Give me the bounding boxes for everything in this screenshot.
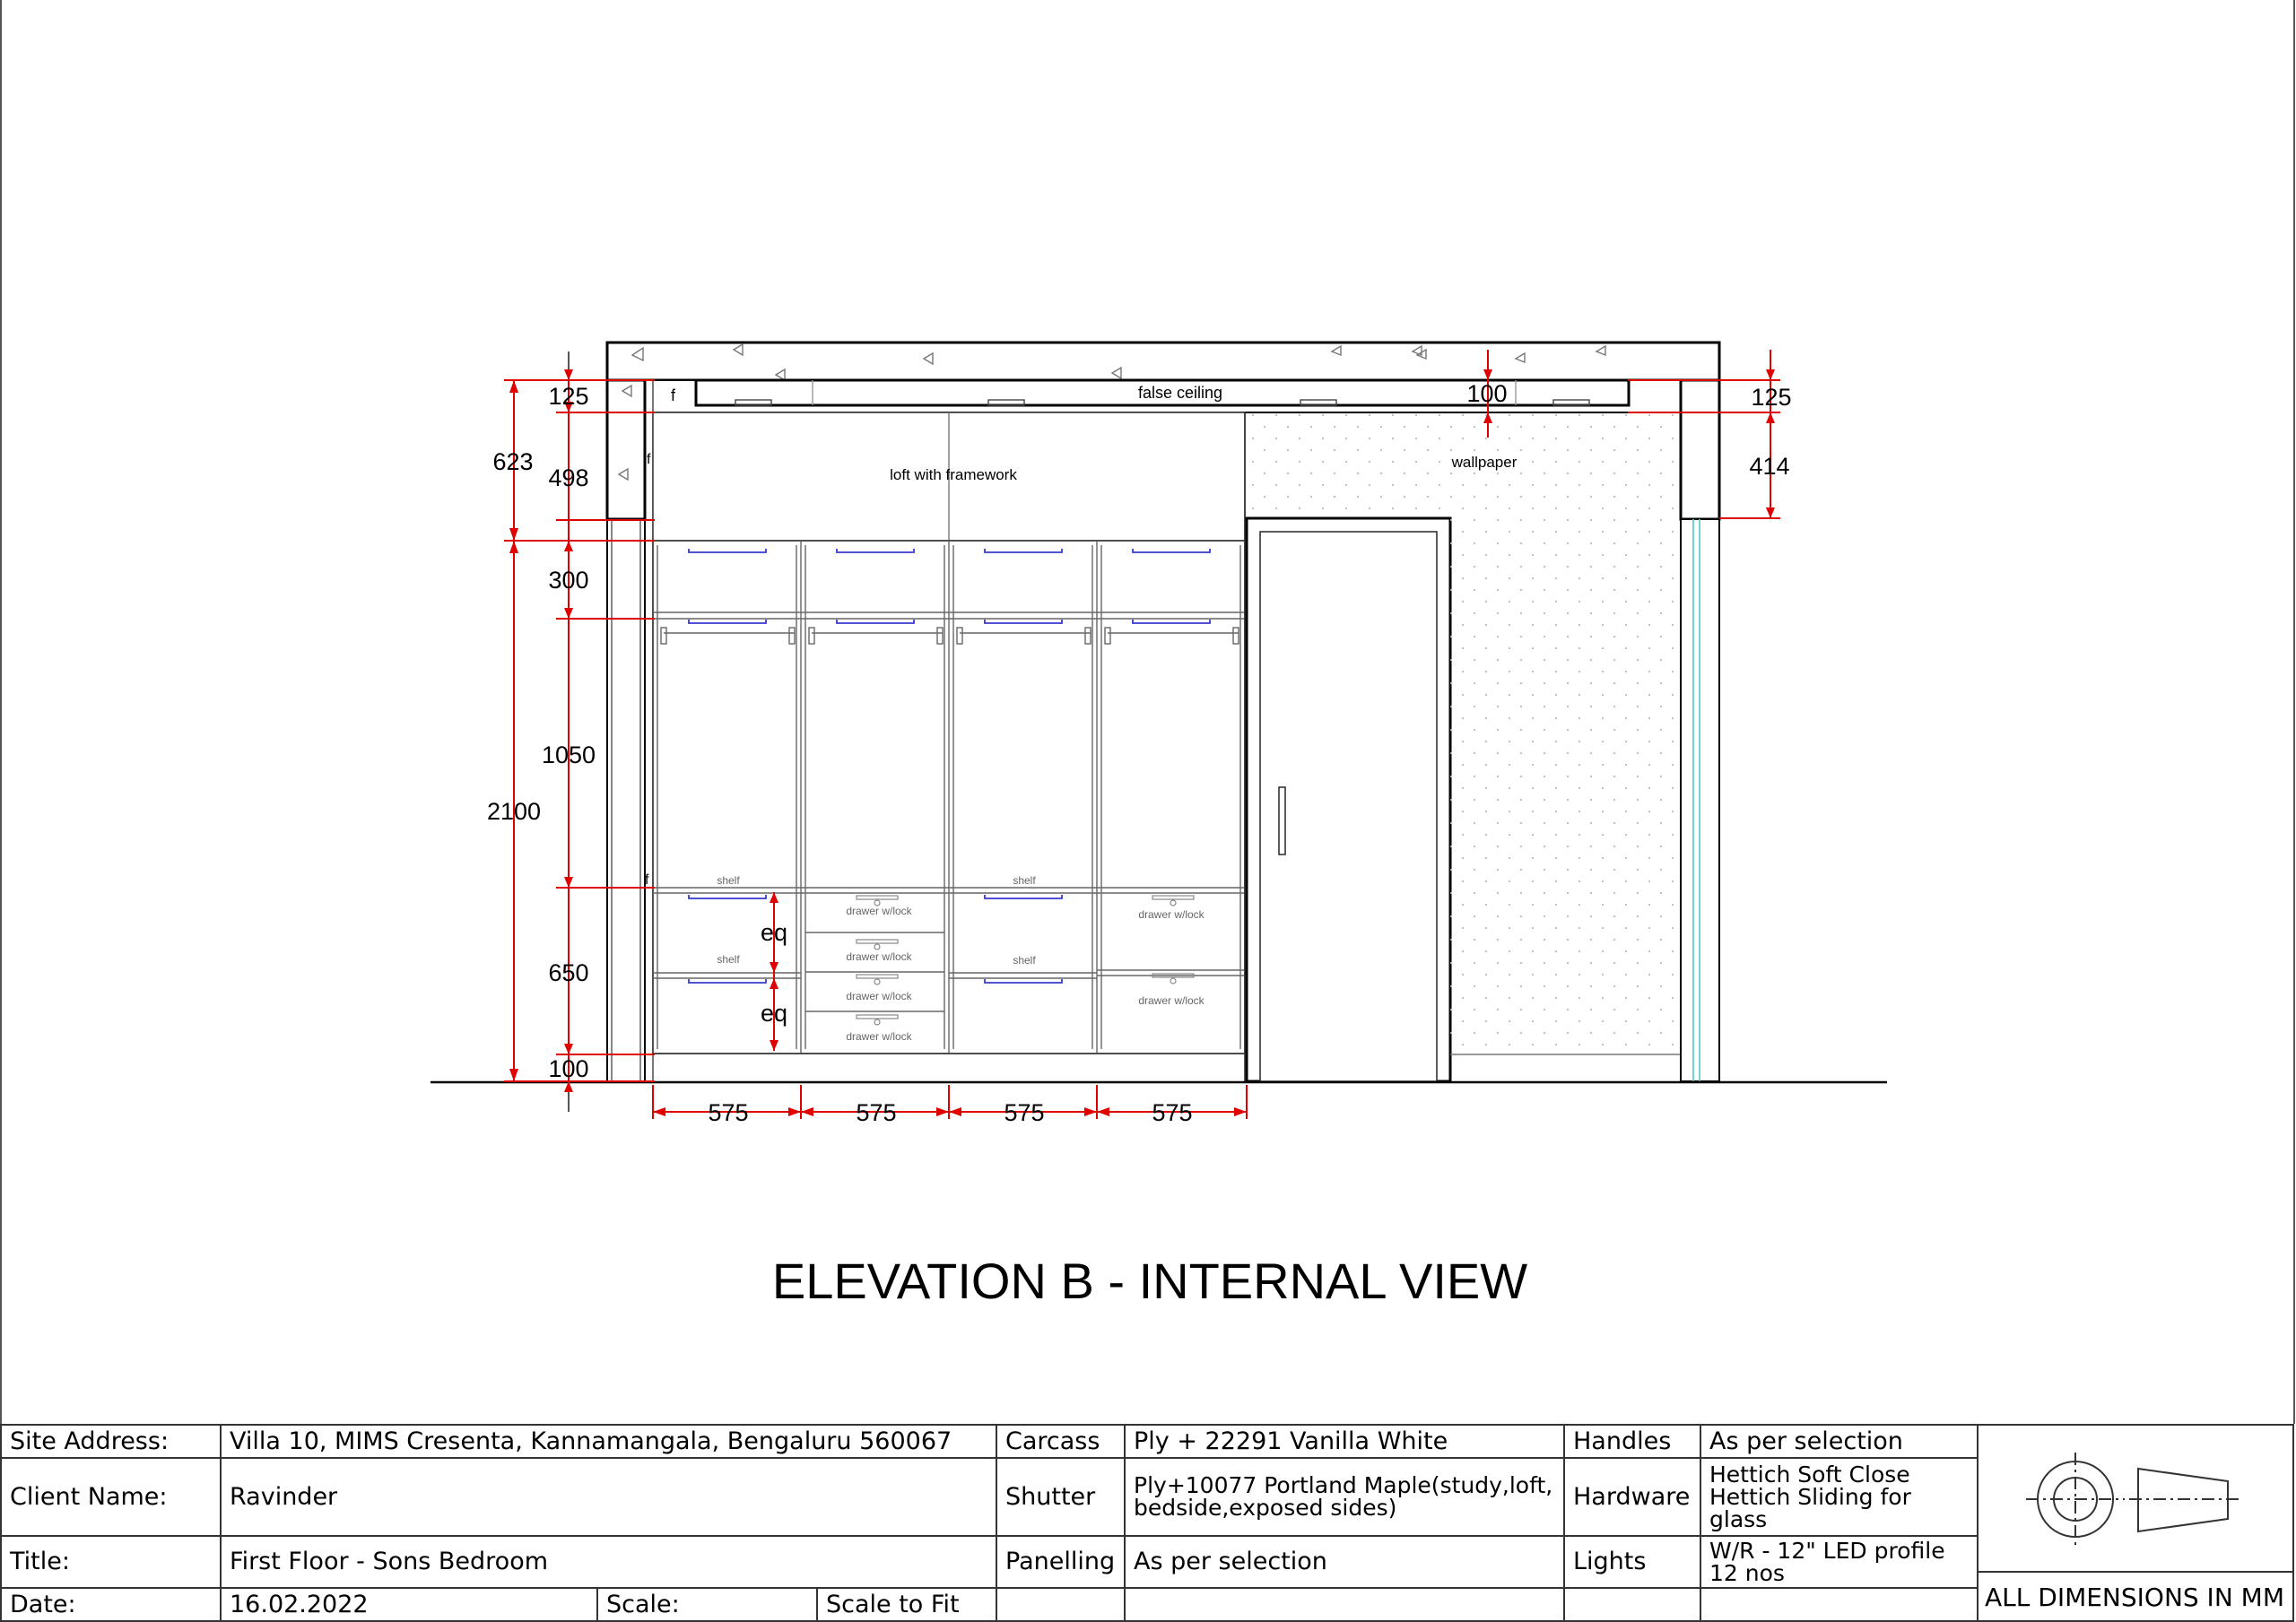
- title-block: [0, 1424, 2296, 1622]
- dim-false-ceiling-left: 125: [548, 383, 589, 410]
- client-name-value: Ravinder: [221, 1458, 996, 1535]
- dim-bulkhead-right: 414: [1749, 453, 1790, 480]
- drawer-label: drawer w/lock: [846, 990, 912, 1002]
- loft: [653, 412, 1245, 541]
- dim-module-width: 575: [708, 1099, 749, 1126]
- date-value: 16.02.2022: [221, 1588, 597, 1621]
- third-angle-projection-icon: [1977, 1426, 2292, 1573]
- dimension-note: ALL DIMENSIONS IN MM: [1977, 1573, 2294, 1622]
- drawer-label: drawer w/lock: [846, 905, 912, 917]
- dim-eq: eq: [760, 1000, 788, 1027]
- shutter-label: Shutter: [996, 1458, 1125, 1535]
- hardware-line: Hettich Sliding for glass: [1709, 1483, 1911, 1532]
- scale-value: Scale to Fit: [817, 1588, 996, 1621]
- hardware-value: [1700, 1458, 1978, 1535]
- panelling-label: Panelling: [996, 1536, 1125, 1588]
- shelf-label: shelf: [717, 953, 740, 966]
- site-address-label: Site Address:: [1, 1425, 221, 1458]
- carcass-label: Carcass: [996, 1425, 1125, 1458]
- title-block-table: [0, 1424, 1979, 1622]
- right-bulkhead: [1681, 380, 1719, 1081]
- projection-symbol: [1977, 1424, 2294, 1573]
- drawer-label: drawer w/lock: [846, 1030, 912, 1043]
- drawer-label: drawer w/lock: [846, 950, 912, 963]
- dim-lower-section: 650: [548, 959, 589, 986]
- dim-module-width: 575: [856, 1099, 897, 1126]
- filler-label: f: [647, 452, 651, 467]
- dim-module-width: 575: [1004, 1099, 1045, 1126]
- lights-line: W/R - 12" LED profile: [1709, 1537, 1945, 1564]
- lights-value: [1700, 1536, 1978, 1588]
- title-label: Title:: [1, 1536, 221, 1588]
- shelf-label: shelf: [1013, 874, 1036, 887]
- ceiling-slab: [607, 343, 1719, 380]
- false-ceiling: [607, 380, 1719, 412]
- false-ceiling-label: false ceiling: [1137, 384, 1223, 402]
- dim-eq: eq: [760, 919, 788, 946]
- dim-overall-height: 2100: [486, 798, 542, 825]
- dim-loft-height: 498: [548, 464, 589, 491]
- date-label: Date:: [1, 1588, 221, 1621]
- wardrobe: [653, 541, 1245, 1054]
- dim-module-width: 575: [1152, 1099, 1193, 1126]
- lights-line: 12 nos: [1709, 1559, 1785, 1586]
- empty-cell: [1564, 1588, 1700, 1621]
- empty-cell: [996, 1588, 1125, 1621]
- drawer-label: drawer w/lock: [1138, 908, 1205, 921]
- handles-value: As per selection: [1700, 1425, 1978, 1458]
- panelling-value: As per selection: [1125, 1536, 1564, 1588]
- dim-false-ceiling-depth: 100: [1466, 380, 1508, 407]
- filler-label: f: [645, 872, 649, 888]
- lights-label: Lights: [1564, 1536, 1700, 1588]
- dim-hanging-space: 1050: [541, 742, 596, 768]
- scale-label: Scale:: [597, 1588, 817, 1621]
- handles-label: Handles: [1564, 1425, 1700, 1458]
- hardware-line: Hettich Soft Close: [1709, 1461, 1910, 1488]
- shelf-label: shelf: [1013, 954, 1036, 967]
- dim-false-ceiling-right: 125: [1751, 384, 1792, 411]
- shutter-value: Ply+10077 Portland Maple(study,loft, bedside,exposed sides): [1125, 1458, 1564, 1535]
- drawing-title: ELEVATION B - INTERNAL VIEW: [771, 1253, 1528, 1309]
- carcass-value: Ply + 22291 Vanilla White: [1125, 1425, 1564, 1458]
- empty-cell: [1700, 1588, 1978, 1621]
- loft-label: loft with framework: [890, 466, 1017, 483]
- filler-label: f: [671, 386, 676, 404]
- title-value: First Floor - Sons Bedroom: [221, 1536, 996, 1588]
- site-address-value: Villa 10, MIMS Cresenta, Kannamangala, Bengaluru 560067: [221, 1425, 996, 1458]
- dim-top-total: 623: [492, 448, 534, 475]
- left-bulkhead: [607, 380, 653, 1081]
- door: [1247, 518, 1450, 1081]
- hardware-label: Hardware: [1564, 1458, 1700, 1535]
- dim-top-shelf: 300: [548, 567, 589, 594]
- dim-skirting: 100: [548, 1055, 589, 1082]
- client-name-label: Client Name:: [1, 1458, 221, 1535]
- empty-cell: [1125, 1588, 1564, 1621]
- shelf-label: shelf: [717, 874, 740, 887]
- wallpaper-label: wallpaper: [1451, 454, 1518, 471]
- drawer-label: drawer w/lock: [1138, 994, 1205, 1007]
